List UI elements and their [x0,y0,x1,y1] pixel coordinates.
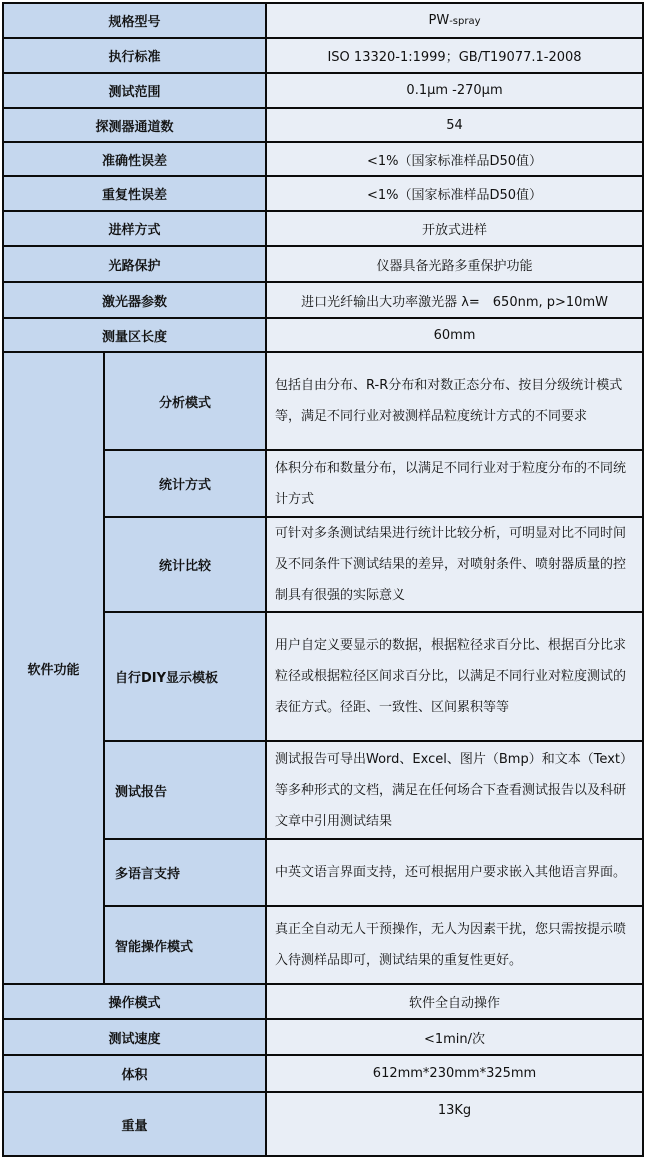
spec-label: 准确性误差 [3,142,266,176]
spec-row-volume [3,1055,643,1092]
spec-value: 开放式进样 [266,211,643,246]
software-item-label: 自行DIY显示模板 [104,612,266,741]
spec-label: 测试速度 [3,1019,266,1055]
spec-row-measure-length [3,318,643,352]
model-suffix: -spray [449,16,481,27]
spec-value: 612mm*230mm*325mm [266,1055,643,1092]
spec-row-weight [3,1092,643,1156]
spec-row-repeatability [3,176,643,211]
software-item-value: 可针对多条测试结果进行统计比较分析，可明显对比不同时间及不同条件下测试结果的差异，对喷射条件、喷射器质量的控制具有很强的实际意义 [266,517,643,612]
model-name: PW [428,13,450,28]
spec-value: <1%（国家标准样品D50值） [266,176,643,211]
spec-label: 重复性误差 [3,176,266,211]
software-row-analysis [3,352,643,450]
spec-value: 软件全自动操作 [266,984,643,1019]
software-item-value: 体积分布和数量分布，以满足不同行业对于粒度分布的不同统计方式 [266,450,643,517]
software-section-label: 软件功能 [3,352,104,984]
software-item-label: 智能操作模式 [104,906,266,984]
spec-value: 0.1μm -270μm [266,73,643,108]
software-item-label: 统计比较 [104,517,266,612]
spec-row-optical-protection [3,246,643,282]
software-item-label: 统计方式 [104,450,266,517]
spec-value [266,3,643,38]
spec-label: 进样方式 [3,211,266,246]
spec-table [2,2,644,1157]
spec-label: 光路保护 [3,246,266,282]
spec-value: 13Kg [266,1092,643,1156]
spec-row-range [3,73,643,108]
spec-value: 仪器具备光路多重保护功能 [266,246,643,282]
spec-row-operation-mode [3,984,643,1019]
spec-value: 54 [266,108,643,142]
spec-value: 60mm [266,318,643,352]
spec-row-sampling [3,211,643,246]
software-item-label: 分析模式 [104,352,266,450]
software-item-label: 多语言支持 [104,839,266,906]
spec-value: <1min/次 [266,1019,643,1055]
software-item-value: 测试报告可导出Word、Excel、图片（Bmp）和文本（Text）等多种形式的文档，满足在任何场合下查看测试报告以及科研文章中引用测试结果 [266,741,643,839]
software-item-value: 中英文语言界面支持，还可根据用户要求嵌入其他语言界面。 [266,839,643,906]
spec-label: 测试范围 [3,73,266,108]
software-item-value: 真正全自动无人干预操作，无人为因素干扰，您只需按提示喷入待测样品即可，测试结果的重复性更好。 [266,906,643,984]
spec-value: <1%（国家标准样品D50值） [266,142,643,176]
software-item-value: 包括自由分布、R-R分布和对数正态分布、按目分级统计模式等，满足不同行业对被测样品粒度统计方式的不同要求 [266,352,643,450]
spec-row-test-speed [3,1019,643,1055]
software-item-label: 测试报告 [104,741,266,839]
spec-label: 体积 [3,1055,266,1092]
spec-value: ISO 13320-1:1999；GB/T19077.1-2008 [266,38,643,73]
spec-label: 执行标准 [3,38,266,73]
spec-row-accuracy [3,142,643,176]
spec-row-standard [3,38,643,73]
spec-label: 测量区长度 [3,318,266,352]
spec-row-channels [3,108,643,142]
spec-row-laser [3,282,643,318]
software-item-value: 用户自定义要显示的数据，根据粒径求百分比、根据百分比求粒径或根据粒径区间求百分比，以满足不同行业对粒度测试的表征方式。径距、一致性、区间累积等等 [266,612,643,741]
spec-label: 激光器参数 [3,282,266,318]
spec-value: 进口光纤输出大功率激光器 λ= 650nm, p>10mW [266,282,643,318]
spec-label: 规格型号 [3,3,266,38]
spec-row-model [3,3,643,38]
spec-label: 探测器通道数 [3,108,266,142]
spec-label: 重量 [3,1092,266,1156]
spec-label: 操作模式 [3,984,266,1019]
